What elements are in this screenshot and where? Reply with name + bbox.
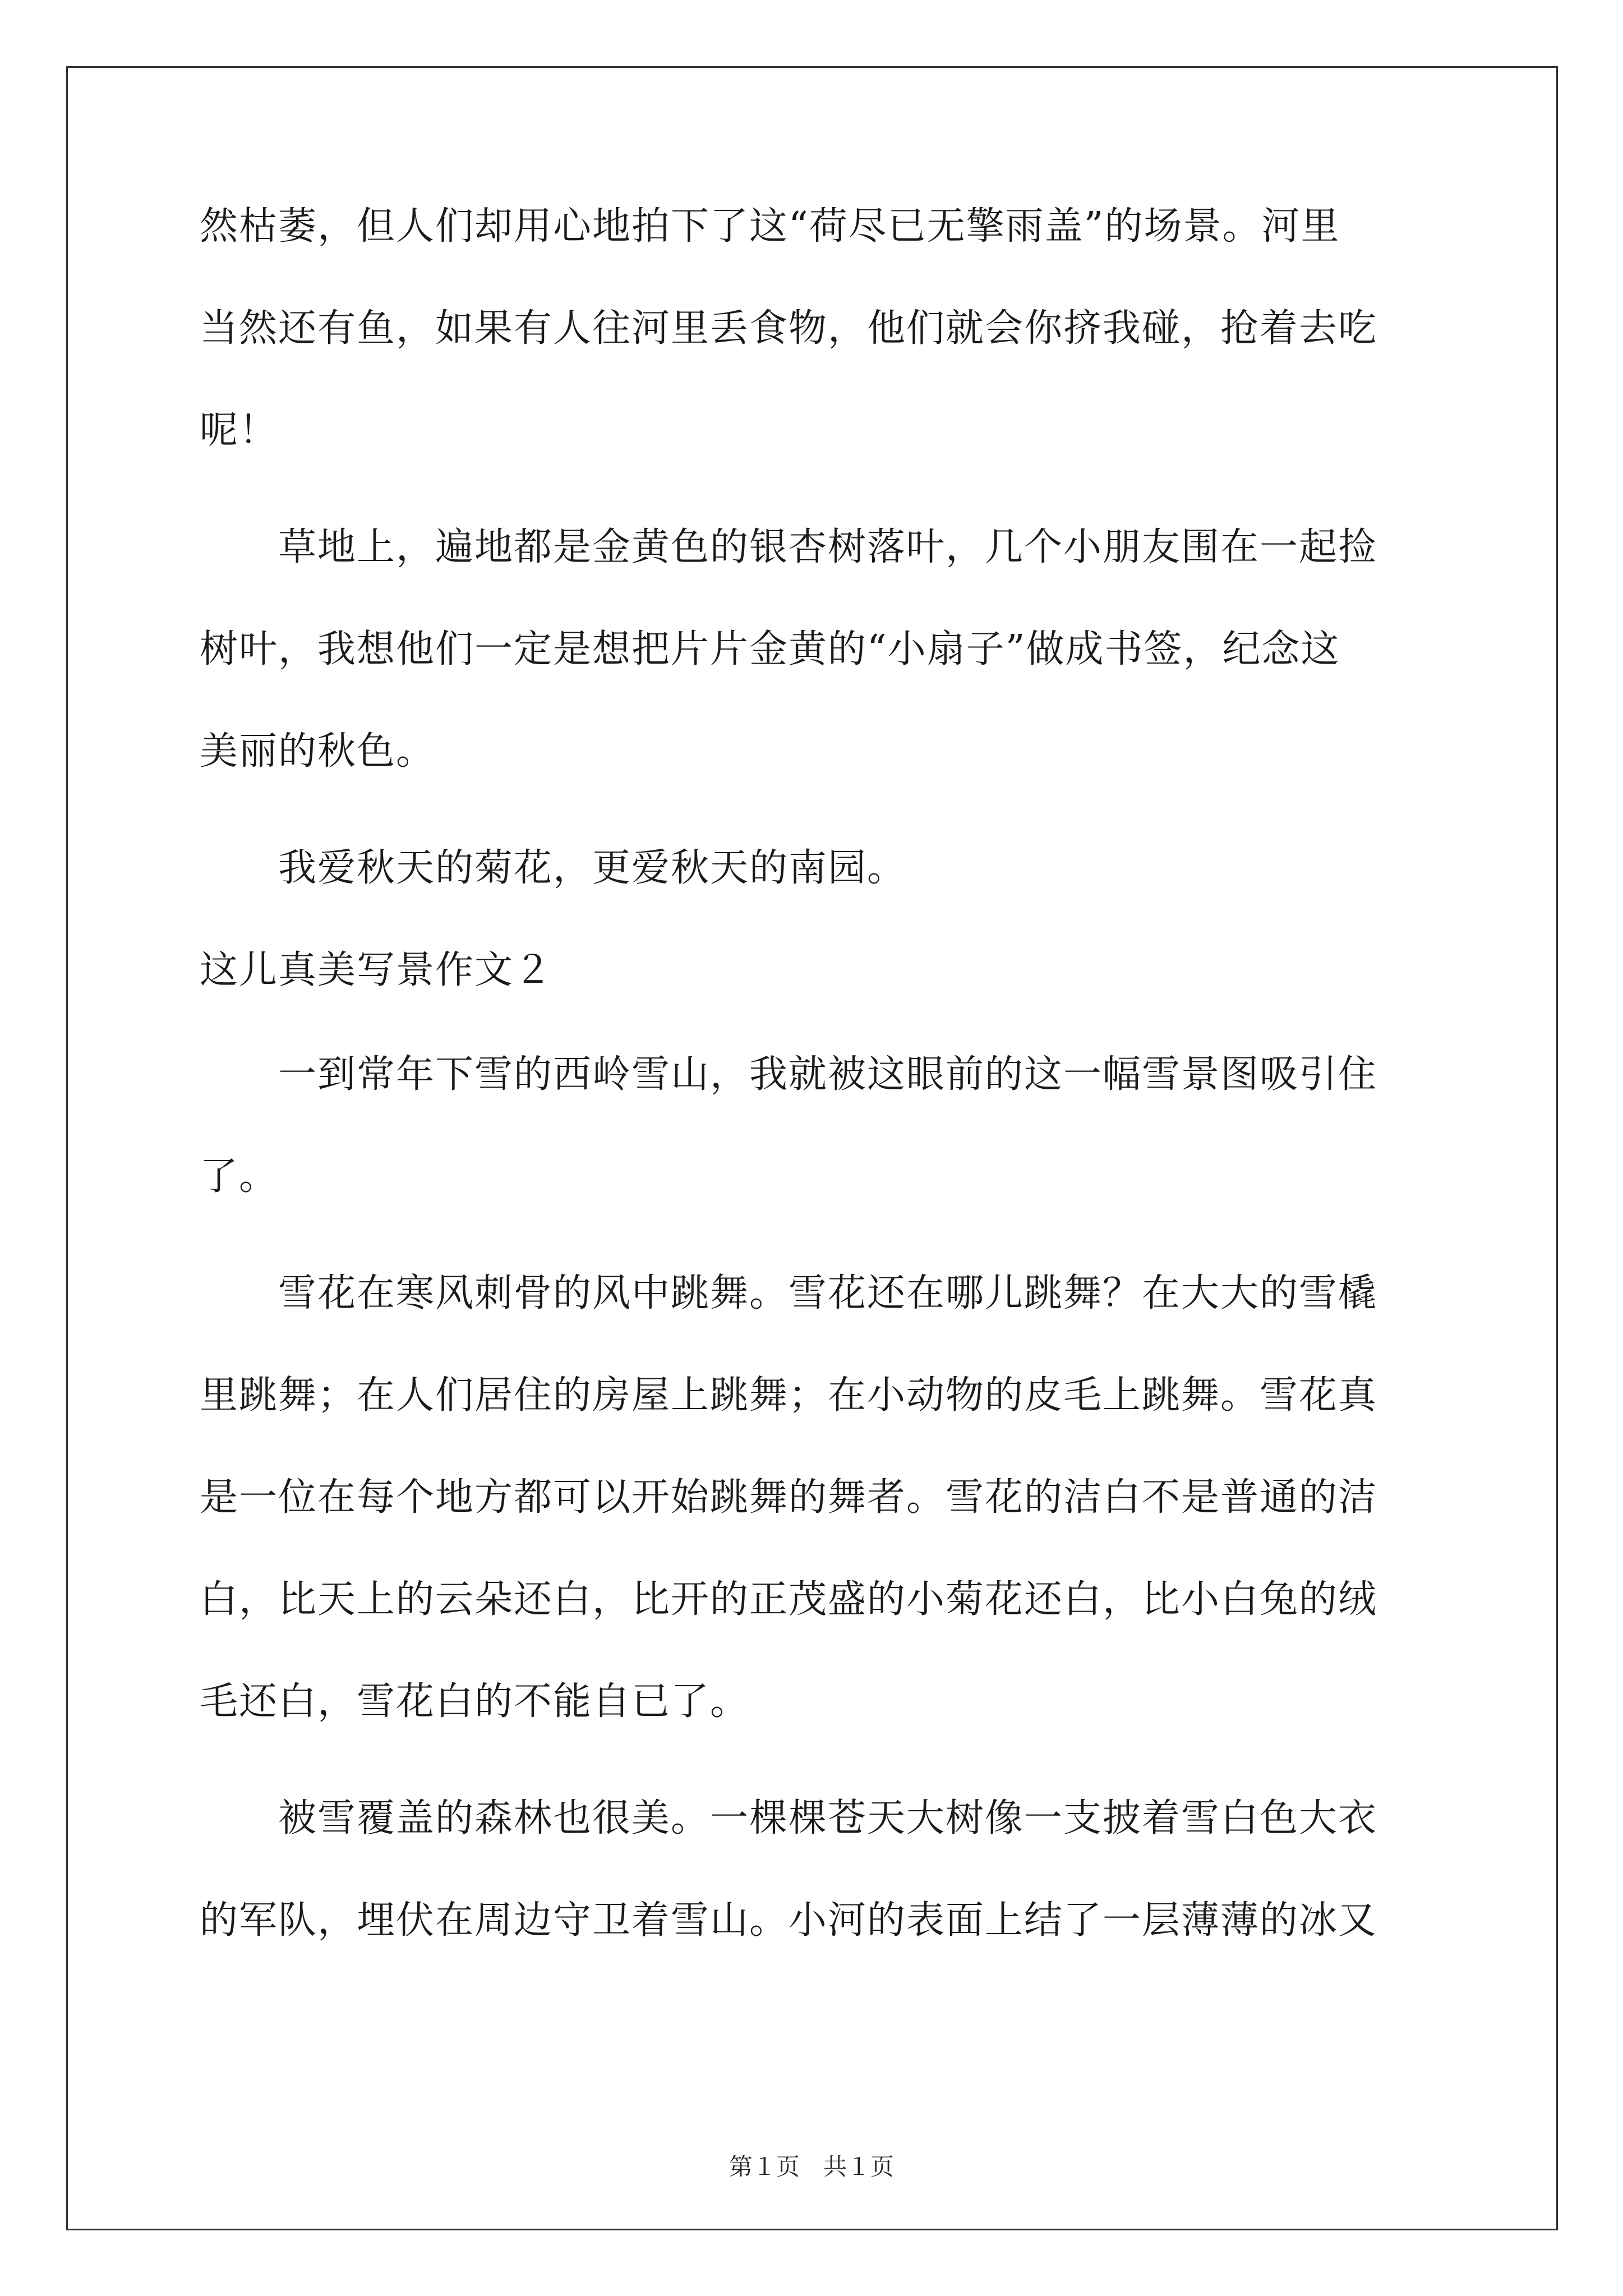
body-text-line: 草地上，遍地都是金黄色的银杏树落叶，几个小朋友围在一起捡: [278, 525, 1378, 569]
body-text-line: 的军队，埋伏在周边守卫着雪山。小河的表面上结了一层薄薄的冰又: [200, 1898, 1378, 1943]
body-text-line: 呢！: [200, 408, 279, 453]
body-text-line: 然枯萎，但人们却用心地拍下了这“荷尽已无擎雨盖”的场景。河里: [200, 204, 1340, 249]
body-text-line: 毛还白，雪花白的不能自已了。: [200, 1680, 750, 1724]
body-text-line: 了。: [200, 1154, 279, 1199]
body-text-line: 被雪覆盖的森林也很美。一棵棵苍天大树像一支披着雪白色大衣: [278, 1796, 1378, 1841]
body-text-line: 一到常年下雪的西岭雪山，我就被这眼前的这一幅雪景图吸引住: [278, 1052, 1378, 1097]
body-text-line: 里跳舞；在人们居住的房屋上跳舞；在小动物的皮毛上跳舞。雪花真: [200, 1373, 1378, 1418]
section-heading: 这儿真美写景作文２: [200, 948, 554, 992]
page-number: 第１页 共１页: [728, 2153, 894, 2180]
body-text-line: 树叶，我想他们一定是想把片片金黄的“小扇子”做成书签，纪念这: [200, 627, 1340, 671]
body-text-line: 美丽的秋色。: [200, 729, 436, 774]
body-text-line: 白，比天上的云朵还白，比开的正茂盛的小菊花还白，比小白兔的绒: [200, 1577, 1378, 1622]
body-text-line: 我爱秋天的菊花，更爱秋天的南园。: [278, 846, 907, 890]
body-text-line: 是一位在每个地方都可以开始跳舞的舞者。雪花的洁白不是普通的洁: [200, 1475, 1378, 1520]
body-text-line: 当然还有鱼，如果有人往河里丢食物，他们就会你挤我碰，抢着去吃: [200, 306, 1378, 351]
body-text-line: 雪花在寒风刺骨的风中跳舞。雪花还在哪儿跳舞？在大大的雪橇: [278, 1271, 1378, 1315]
